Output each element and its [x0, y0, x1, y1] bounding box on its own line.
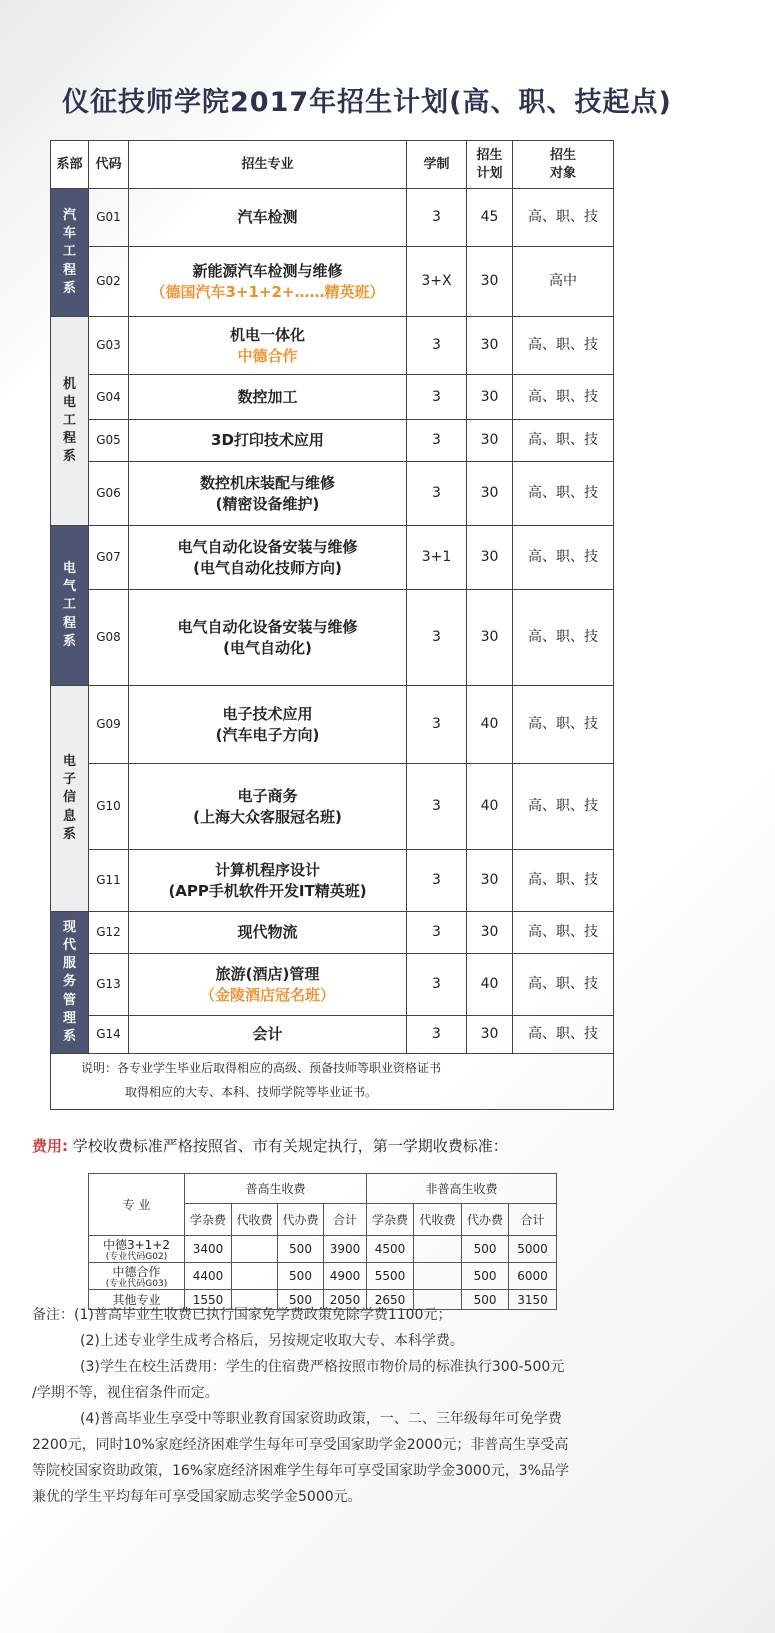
fee-subheader: 代收费: [232, 1204, 278, 1236]
remark-4-line3: 等院校国家资助政策，16%家庭经济困难学生每年可享受国家助学金3000元，3%品学: [32, 1463, 569, 1479]
fee-subheader: 学杂费: [185, 1204, 232, 1236]
page-title: 仪征技师学院2017年招生计划(高、职、技起点): [62, 87, 672, 118]
code-cell: G12: [89, 912, 129, 954]
code-cell: G13: [89, 954, 129, 1016]
major-cell: 电子技术应用 (汽车电子方向): [129, 686, 407, 764]
major-cell: 新能源汽车检测与维修 （德国汽车3+1+2+……精英班）: [129, 247, 407, 317]
fee-subheader: 合计: [509, 1204, 557, 1236]
header-plan: [467, 141, 513, 189]
table-row: [51, 420, 614, 462]
code-cell: G04: [89, 375, 129, 420]
duration-cell: 3: [407, 375, 467, 420]
fee-subheader: 代办费: [278, 1204, 324, 1236]
major-cell: 会计: [129, 1016, 407, 1054]
fee-cell: 500: [278, 1263, 324, 1290]
major-cell: 数控加工: [129, 375, 407, 420]
target-cell: 高中: [513, 247, 614, 317]
fee-cell: 4400: [185, 1263, 232, 1290]
fee-cell: 5500: [367, 1263, 414, 1290]
target-cell: 高、职、技: [513, 1016, 614, 1054]
plan-cell: 30: [467, 317, 513, 375]
dept-cell: 现代服务管理系: [51, 912, 89, 1054]
major-cell: 计算机程序设计 (APP手机软件开发IT精英班): [129, 850, 407, 912]
duration-cell: 3: [407, 590, 467, 686]
table-row: [51, 686, 614, 764]
major-cell: 旅游(酒店)管理 （金陵酒店冠名班）: [129, 954, 407, 1016]
remark-4-line2: 2200元，同时10%家庭经济困难学生每年可享受国家助学金2000元；非普高生享受高: [32, 1437, 569, 1453]
table-row: [51, 912, 614, 954]
target-cell: 高、职、技: [513, 375, 614, 420]
fee-row: [89, 1236, 557, 1263]
fee-subheader: 代收费: [414, 1204, 462, 1236]
remark-3-line1: (3)学生在校生活费用：学生的住宿费严格按照市物价局的标准执行300-500元: [80, 1359, 565, 1375]
major-cell: 数控机床装配与维修 (精密设备维护): [129, 462, 407, 526]
plan-cell: 30: [467, 590, 513, 686]
fee-cell: 2650: [367, 1290, 414, 1310]
dept-cell: 机电工程系: [51, 317, 89, 526]
fee-row-name: 其他专业: [89, 1290, 185, 1310]
target-cell: 高、职、技: [513, 189, 614, 247]
table-row: [51, 1016, 614, 1054]
fee-row-name: 中德合作 (专业代码G03): [89, 1263, 185, 1290]
table-row: [51, 526, 614, 590]
fee-table: [88, 1173, 557, 1310]
code-cell: G09: [89, 686, 129, 764]
table-header-row: [51, 141, 614, 189]
major-cell: 电气自动化设备安装与维修 (电气自动化): [129, 590, 407, 686]
fee-cell: 3900: [324, 1236, 367, 1263]
fee-subheader: 合计: [324, 1204, 367, 1236]
major-cell: 电子商务 (上海大众客服冠名班): [129, 764, 407, 850]
table-row: [51, 189, 614, 247]
table-row: [51, 462, 614, 526]
code-cell: G10: [89, 764, 129, 850]
target-cell: 高、职、技: [513, 764, 614, 850]
target-cell: 高、职、技: [513, 420, 614, 462]
fee-label: 费用:: [32, 1137, 68, 1155]
duration-cell: 3: [407, 764, 467, 850]
table-row: [51, 954, 614, 1016]
fee-cell: 4900: [324, 1263, 367, 1290]
fee-cell: 500: [462, 1236, 509, 1263]
header-code: 代码: [89, 141, 129, 189]
duration-cell: 3: [407, 850, 467, 912]
table-row: [51, 317, 614, 375]
table-row: [51, 375, 614, 420]
code-cell: G11: [89, 850, 129, 912]
fee-cell: 3150: [509, 1290, 557, 1310]
plan-cell: 45: [467, 189, 513, 247]
major-cell: 3D打印技术应用: [129, 420, 407, 462]
table-row: [51, 850, 614, 912]
plan-cell: 30: [467, 420, 513, 462]
major-cell: 汽车检测: [129, 189, 407, 247]
fee-subheader: 学杂费: [367, 1204, 414, 1236]
fee-cell: [414, 1236, 462, 1263]
remark-4-line4: 兼优的学生平均每年可享受国家励志奖学金5000元。: [32, 1489, 362, 1505]
plan-cell: 30: [467, 247, 513, 317]
duration-cell: 3: [407, 1016, 467, 1054]
fee-cell: 500: [278, 1290, 324, 1310]
table-row: [51, 764, 614, 850]
fee-row-name: 中德3+1+2 (专业代码G02): [89, 1236, 185, 1263]
note-row: [51, 1054, 614, 1110]
fee-subheader: 代办费: [462, 1204, 509, 1236]
remark-1: 备注：(1)普高毕业生收费已执行国家免学费政策免除学费1100元；: [32, 1307, 452, 1323]
target-cell: 高、职、技: [513, 954, 614, 1016]
fee-cell: [414, 1263, 462, 1290]
header-duration: 学制: [407, 141, 467, 189]
fee-header-row: [89, 1174, 557, 1204]
table-row: [51, 590, 614, 686]
fee-cell: 500: [462, 1263, 509, 1290]
header-major: 招生专业: [129, 141, 407, 189]
target-cell: 高、职、技: [513, 850, 614, 912]
fee-cell: 5000: [509, 1236, 557, 1263]
duration-cell: 3: [407, 420, 467, 462]
plan-cell: 40: [467, 686, 513, 764]
fee-header-group1: 普高生收费: [185, 1174, 367, 1204]
header-dept: 系部: [51, 141, 89, 189]
enrollment-table: [50, 140, 614, 1110]
duration-cell: 3+1: [407, 526, 467, 590]
fee-intro: 学校收费标准严格按照省、市有关规定执行，第一学期收费标准：: [72, 1137, 508, 1155]
remark-4-line1: (4)普高毕业生享受中等职业教育国家资助政策，一、二、三年级每年可免学费: [80, 1411, 562, 1427]
header-target: [513, 141, 614, 189]
code-cell: G05: [89, 420, 129, 462]
target-cell: 高、职、技: [513, 686, 614, 764]
code-cell: G07: [89, 526, 129, 590]
header-target-line2: 对象: [549, 165, 576, 181]
fee-cell: 500: [462, 1290, 509, 1310]
fee-cell: 3400: [185, 1236, 232, 1263]
code-cell: G02: [89, 247, 129, 317]
dept-cell: 电子信息系: [51, 686, 89, 912]
fee-cell: 6000: [509, 1263, 557, 1290]
fee-row: [89, 1263, 557, 1290]
code-cell: G03: [89, 317, 129, 375]
major-cell: 机电一体化 中德合作: [129, 317, 407, 375]
plan-cell: 30: [467, 912, 513, 954]
fee-cell: [232, 1236, 278, 1263]
fee-cell: 4500: [367, 1236, 414, 1263]
plan-cell: 30: [467, 462, 513, 526]
dept-cell: 电气工程系: [51, 526, 89, 686]
header-plan-line2: 计划: [476, 165, 503, 181]
duration-cell: 3: [407, 686, 467, 764]
duration-cell: 3: [407, 317, 467, 375]
duration-cell: 3: [407, 462, 467, 526]
major-cell: 电气自动化设备安装与维修 (电气自动化技师方向): [129, 526, 407, 590]
header-plan-line1: 招生: [476, 147, 503, 163]
code-cell: G14: [89, 1016, 129, 1054]
fee-header-major: 专 业: [89, 1174, 185, 1236]
note-line-2: 取得相应的大专、本科、技师学院等毕业证书。: [125, 1085, 378, 1100]
remark-2: (2)上述专业学生成考合格后，另按规定收取大专、本科学费。: [80, 1333, 464, 1349]
target-cell: 高、职、技: [513, 317, 614, 375]
target-cell: 高、职、技: [513, 526, 614, 590]
target-cell: 高、职、技: [513, 462, 614, 526]
fee-heading: [32, 1135, 508, 1156]
code-cell: G01: [89, 189, 129, 247]
target-cell: 高、职、技: [513, 590, 614, 686]
plan-cell: 30: [467, 526, 513, 590]
header-target-line1: 招生: [549, 147, 576, 163]
remark-3-line2: /学期不等，视住宿条件而定。: [32, 1385, 219, 1401]
note-line-1: 说明：各专业学生毕业后取得相应的高级、预备技师等职业资格证书: [81, 1061, 442, 1075]
code-cell: G08: [89, 590, 129, 686]
remarks: [32, 1302, 722, 1510]
plan-cell: 30: [467, 375, 513, 420]
dept-cell: 汽车工程系: [51, 189, 89, 317]
plan-cell: 40: [467, 764, 513, 850]
target-cell: 高、职、技: [513, 912, 614, 954]
plan-cell: 30: [467, 1016, 513, 1054]
code-cell: G06: [89, 462, 129, 526]
duration-cell: 3: [407, 189, 467, 247]
duration-cell: 3: [407, 912, 467, 954]
fee-cell: [232, 1263, 278, 1290]
table-note: [51, 1054, 614, 1110]
fee-cell: 1550: [185, 1290, 232, 1310]
major-cell: 现代物流: [129, 912, 407, 954]
plan-cell: 40: [467, 954, 513, 1016]
plan-cell: 30: [467, 850, 513, 912]
fee-header-group2: 非普高生收费: [367, 1174, 557, 1204]
duration-cell: 3: [407, 954, 467, 1016]
duration-cell: 3+X: [407, 247, 467, 317]
fee-cell: 500: [278, 1236, 324, 1263]
table-row: [51, 247, 614, 317]
fee-cell: 2050: [324, 1290, 367, 1310]
